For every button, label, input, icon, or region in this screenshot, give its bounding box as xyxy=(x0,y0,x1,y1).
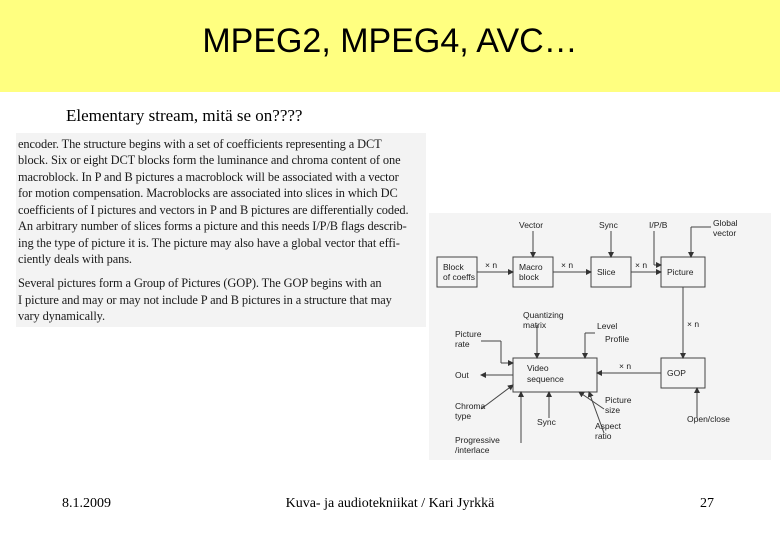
diagram-svg xyxy=(429,213,771,460)
slide-subtitle: Elementary stream, mitä se on???? xyxy=(66,106,303,125)
label-vector: Vector xyxy=(519,220,544,230)
label-chroma-1: Chroma xyxy=(455,401,486,411)
label-slice: Slice xyxy=(597,267,616,277)
label-quantizing-1: Quantizing xyxy=(523,310,564,320)
label-picture-size-1: Picture xyxy=(605,395,632,405)
label-times-n-2: × n xyxy=(561,260,574,270)
label-picture-rate-2: rate xyxy=(455,339,470,349)
footer-date: 8.1.2009 xyxy=(62,496,111,511)
footer-author: Kuva- ja audiotekniikat / Kari Jyrkkä xyxy=(285,496,495,511)
label-macro-2: block xyxy=(519,272,539,282)
label-aspect-2: ratio xyxy=(595,431,612,441)
label-quantizing-2: matrix xyxy=(523,320,547,330)
scan-line: macroblock. In P and B pictures a macroblock will be associated with a vector xyxy=(18,170,399,184)
label-block-2: of coeffs xyxy=(443,272,475,282)
label-level: Level xyxy=(597,321,618,331)
label-global-vector-2: vector xyxy=(713,228,737,238)
scan-line: ing the type of picture it is. The picture may also have a global vector that effi- xyxy=(18,236,400,250)
label-global-vector-1: Global xyxy=(713,218,738,228)
slide-title: MPEG2, MPEG4, AVC… xyxy=(202,22,578,60)
label-times-n-4: × n xyxy=(687,319,700,329)
label-sync-bottom: Sync xyxy=(537,417,556,427)
label-times-n-3: × n xyxy=(635,260,648,270)
label-profile: Profile xyxy=(605,334,630,344)
scan-line: Several pictures form a Group of Pictures (GOP). The GOP begins with an xyxy=(18,276,382,290)
label-open-close: Open/close xyxy=(687,414,730,424)
label-aspect-1: Aspect xyxy=(595,421,621,431)
label-sync-top: Sync xyxy=(599,220,618,230)
label-block-1: Block xyxy=(443,262,464,272)
label-ipb: I/P/B xyxy=(649,220,668,230)
elementary-stream-diagram xyxy=(429,213,771,460)
label-progressive-1: Progressive xyxy=(455,435,500,445)
scan-line: I picture and may or may not include P and B pictures in a structure that may xyxy=(18,293,392,307)
footer-page-number: 27 xyxy=(700,496,714,511)
scan-line: encoder. The structure begins with a set of coefficients representing a DCT xyxy=(18,137,382,151)
label-video-1: Video xyxy=(527,363,549,373)
label-out: Out xyxy=(455,370,469,380)
scan-line: coefficients of I pictures and vectors in P and B pictures are differentially coded. xyxy=(18,203,409,217)
scan-line: vary dynamically. xyxy=(18,309,105,323)
label-gop: GOP xyxy=(667,368,686,378)
scanned-text-excerpt xyxy=(16,133,426,327)
label-times-n-1: × n xyxy=(485,260,498,270)
scan-line: block. Six or eight DCT blocks form the luminance and chroma content of one xyxy=(18,153,401,167)
label-times-n-5: × n xyxy=(619,361,632,371)
label-picture-size-2: size xyxy=(605,405,621,415)
label-macro-1: Macro xyxy=(519,262,543,272)
label-video-2: sequence xyxy=(527,374,564,384)
label-chroma-2: type xyxy=(455,411,472,421)
label-picture: Picture xyxy=(667,267,694,277)
scan-line: An arbitrary number of slices forms a picture and this needs I/P/B flags describ- xyxy=(18,219,407,233)
label-progressive-2: /interlace xyxy=(455,445,490,455)
scan-line: ciently deals with pans. xyxy=(18,252,132,266)
scan-line: for motion compensation. Macroblocks are associated into slices in which DC xyxy=(18,186,398,200)
label-picture-rate-1: Picture xyxy=(455,329,482,339)
